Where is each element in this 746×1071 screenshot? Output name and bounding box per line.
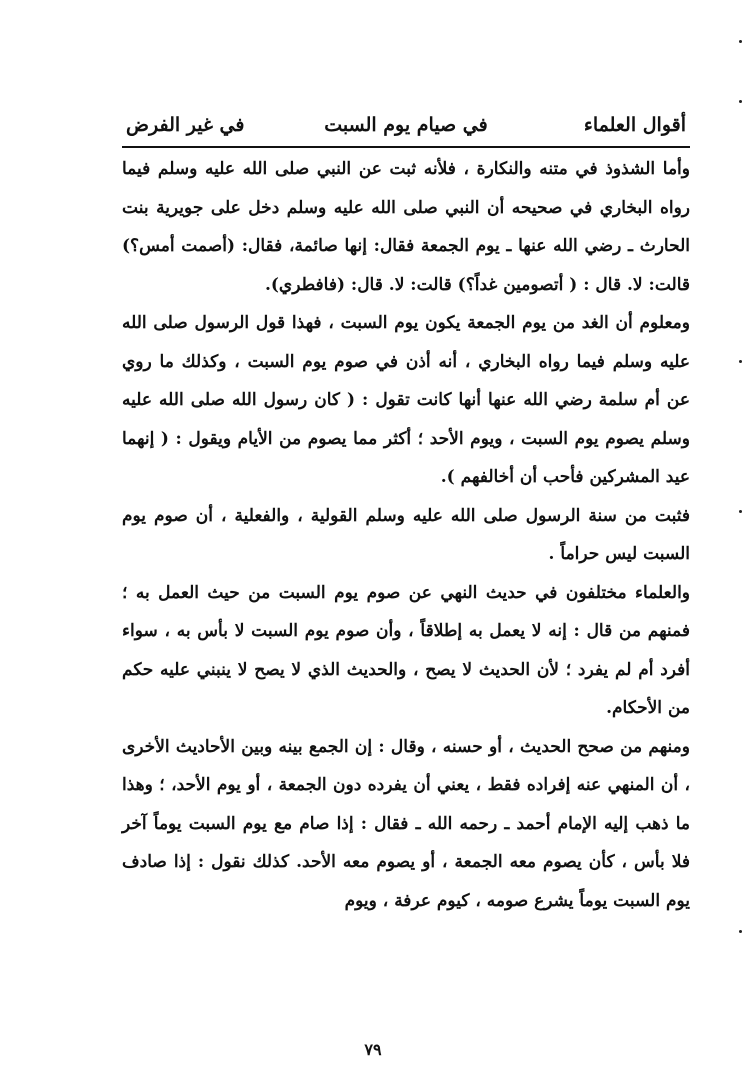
paragraph-3: فثبت من سنة الرسول صلى الله عليه وسلم القولية ، والفعلية ، أن صوم يوم السبت ليس حراماً . [122, 505, 690, 564]
edge-mark [739, 360, 742, 363]
paragraph-1: وأما الشذوذ في متنه والنكارة ، فلأنه ثبت عن النبي صلى الله عليه وسلم فيما رواه البخاري في صحيحه أن النبي صلى الله عليه وسلم دخل على جويرية بنت الحارث ـ رضي الله عنها ـ يوم الجمعة فقال: إنها صائمة، فقال: (أصمت أمس؟) قالت: لا. قال : ( أتصومين غداً؟) قالت: لا. قال: (فافطري). [122, 159, 690, 295]
page-number: ٧٩ [364, 1040, 382, 1059]
main-text [122, 150, 690, 920]
paragraph-2: ومعلوم أن الغد من يوم الجمعة يكون يوم السبت ، فهذا قول الرسول صلى الله عليه وسلم فيما رواه البخاري ، أنه أذن في صوم يوم السبت ، وكذلك ما روي عن أم سلمة رضي الله عنها أنها كانت تقول : ( كان رسول الله صلى الله عليه وسلم يصوم يوم السبت ، ويوم الأحد ؛ أكثر مما يصوم من الأيام ويقول : ( إنهما عيد المشركين فأحب أن أخالفهم ). [122, 313, 690, 487]
paragraph-4: والعلماء مختلفون في حديث النهي عن صوم يوم السبت من حيث العمل به ؛ فمنهم من قال : إنه لا يعمل به إطلاقاً ، وأن صوم يوم السبت لا بأس به ، سواء أفرد أم لم يفرد ؛ لأن الحديث لا يصح ، والحديث الذي لا يصح لا ينبني عليه حكم من الأحكام. [122, 582, 690, 718]
header-chapter-title: في صيام يوم السبت [324, 114, 488, 136]
edge-mark [739, 930, 742, 933]
paragraph-5: ومنهم من صحح الحديث ، أو حسنه ، وقال : إن الجمع بينه وبين الأحاديث الأخرى ، أن المنهي عنه إفراده فقط ، يعني أن يفرده دون الجمعة ، أو يوم الأحد، ؛ وهذا ما ذهب إليه الإمام أحمد ـ رحمه الله ـ فقال : إذا صام مع يوم السبت يوماً آخر فلا بأس ، كأن يصوم معه الجمعة ، أو يصوم معه الأحد. كذلك نقول : إذا صادف يوم السبت يوماً يشرع صومه ، كيوم عرفة ، ويوم [122, 736, 690, 911]
header-section-title: أقوال العلماء [583, 114, 686, 136]
running-header [122, 110, 690, 148]
edge-mark [739, 510, 742, 513]
edge-mark [739, 40, 742, 43]
header-subtitle: في غير الفرض [126, 114, 245, 136]
edge-mark [739, 100, 742, 103]
